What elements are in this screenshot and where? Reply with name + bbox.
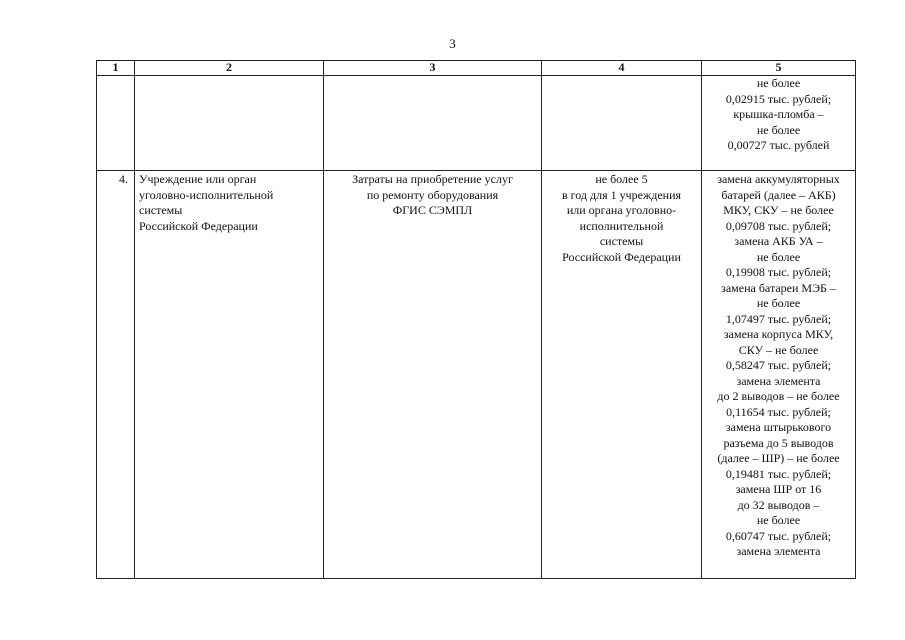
cell-price-limit	[702, 171, 856, 579]
cell-quantity	[542, 171, 702, 579]
header-col-5: 5	[702, 61, 856, 76]
cell-text-line: до 32 выводов –	[737, 497, 820, 512]
cell-text-line: ФГИС СЭМПЛ	[392, 203, 473, 217]
cell-text-line: МКУ, СКУ – не более	[723, 203, 834, 217]
cell-number	[97, 76, 135, 171]
cell-text-line: не более 5	[595, 172, 648, 186]
cell-text-line: замена элемента	[736, 544, 821, 558]
cell-text-line: 0,11654 тыс. рублей;	[726, 404, 831, 419]
cell-text-line: системы	[599, 234, 644, 248]
cell-text-line: системы	[139, 203, 183, 217]
cell-text-line: замена батареи МЭБ –	[721, 280, 836, 295]
page-number: 3	[449, 36, 456, 51]
cell-text-line: Учреждение или орган	[139, 172, 257, 186]
cell-text-line: не более	[756, 122, 801, 137]
cell-institution	[135, 171, 324, 579]
cell-text-line: Российской Федерации	[562, 249, 681, 264]
cell-text-line: 1,07497 тыс. рублей;	[725, 311, 832, 326]
cell-text-line: не более	[756, 296, 801, 310]
cell-text-line: батарей (далее – АКБ)	[721, 187, 836, 202]
table-row	[97, 76, 856, 171]
header-col-1: 1	[97, 61, 135, 76]
cell-quantity	[542, 76, 702, 171]
cell-text-line: замена корпуса МКУ,	[723, 327, 834, 341]
cell-text-line: не более	[756, 249, 801, 264]
table-header-row	[97, 61, 856, 76]
header-col-2: 2	[135, 61, 324, 76]
cell-text-line: уголовно-исполнительной	[139, 187, 274, 202]
cell-text-line: замена АКБ УА –	[734, 234, 823, 248]
cell-text-line: не более	[756, 513, 801, 527]
cell-text-line: до 2 выводов – не более	[717, 389, 840, 403]
cell-text-line: исполнительной	[579, 218, 664, 233]
cell-text-line: 0,00727 тыс. рублей	[727, 138, 830, 152]
cell-text-line: по ремонту оборудования	[366, 187, 499, 202]
cell-cost-type	[324, 76, 542, 171]
cell-text-line: замена аккумуляторных	[717, 172, 840, 186]
cell-text-line: 0,19908 тыс. рублей;	[725, 265, 832, 279]
cell-text-line: замена элемента	[736, 373, 821, 388]
cell-text-line: Российской Федерации	[139, 218, 258, 233]
cell-text-line: замена штырькового	[725, 420, 832, 434]
cell-text-line: Затраты на приобретение услуг	[352, 172, 513, 186]
cell-number: 4.	[97, 171, 135, 579]
cell-text-line: 0,19481 тыс. рублей;	[725, 466, 832, 481]
cell-text-line: СКУ – не более	[738, 342, 819, 357]
cell-text-line: не более	[756, 76, 801, 90]
table-row	[97, 171, 856, 579]
cell-text-line: в год для 1 учреждения	[561, 187, 682, 202]
document-table	[96, 60, 856, 579]
header-col-3: 3	[324, 61, 542, 76]
cell-text-line: замена ШР от 16	[735, 482, 822, 496]
cell-text-line: или органа уголовно-	[566, 203, 677, 217]
cell-text-line: 0,02915 тыс. рублей;	[725, 91, 832, 106]
header-col-4: 4	[542, 61, 702, 76]
cell-text-line: 0,60747 тыс. рублей;	[725, 528, 832, 543]
cell-text-line: разъема до 5 выводов	[723, 435, 834, 450]
cell-cost-type	[324, 171, 542, 579]
cell-text-line: 0,58247 тыс. рублей;	[725, 358, 832, 372]
cell-institution	[135, 76, 324, 171]
cell-text-line: 0,09708 тыс. рублей;	[725, 218, 832, 233]
cell-text-line: (далее – ШР) – не более	[717, 451, 840, 465]
cell-price-limit	[702, 76, 856, 171]
cell-text-line: крышка-пломба –	[733, 107, 824, 121]
